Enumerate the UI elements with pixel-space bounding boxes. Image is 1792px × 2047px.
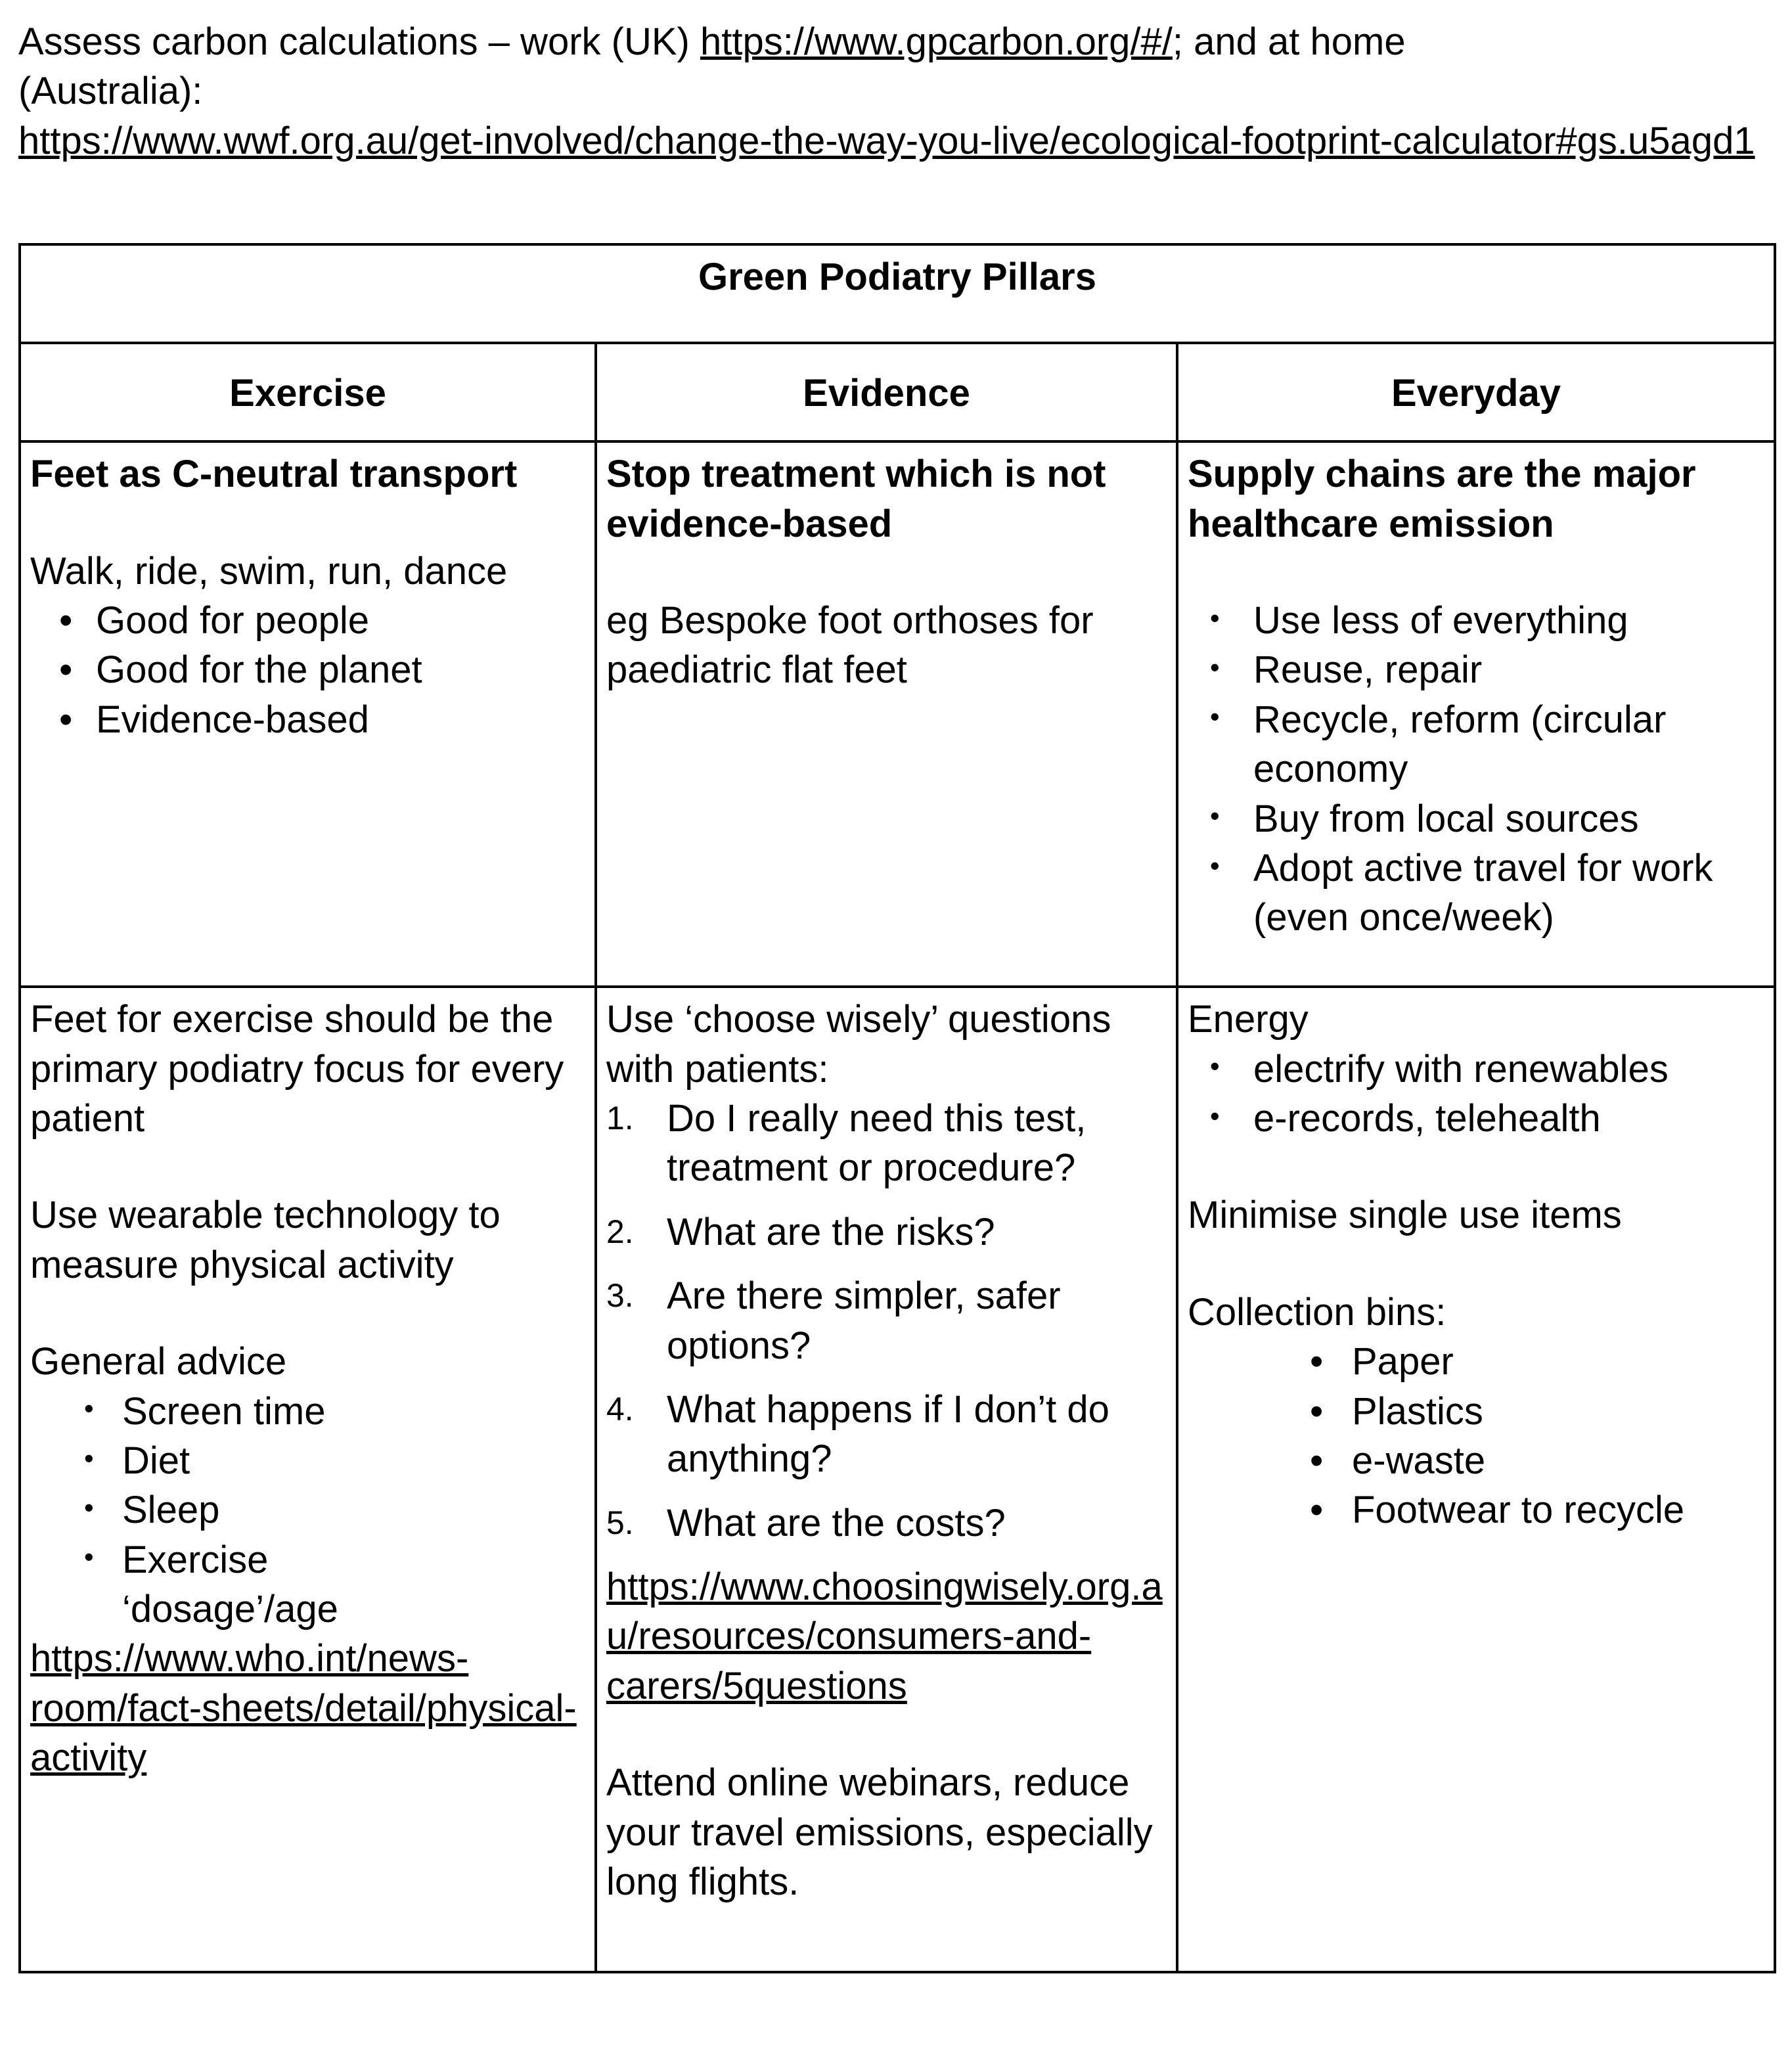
green-podiatry-pillars-table — [18, 243, 1776, 1973]
list-item: What are the costs? — [667, 1501, 1006, 1544]
choosing-wisely-link[interactable]: https://www.choosingwisely.org.au/resources/consumers-and-carers/5questions — [606, 1565, 1163, 1707]
general-advice-list — [30, 1387, 585, 1634]
list-item: Do I really need this test, treatment or procedure? — [667, 1096, 1086, 1190]
cell-everyday-detail — [1177, 987, 1775, 1972]
choose-wisely-intro: Use ‘choose wisely’ questions with patients: — [606, 998, 1111, 1091]
energy-label: Energy — [1188, 998, 1309, 1041]
intro-lead-text: Assess carbon calculations – work (UK) — [18, 20, 700, 63]
list-item: • Sleep — [30, 1485, 585, 1535]
exercise-intro-line: Walk, ride, swim, run, dance — [30, 549, 508, 593]
cell-everyday-summary — [1177, 441, 1775, 987]
column-header-row — [20, 343, 1775, 441]
single-use-text: Minimise single use items — [1188, 1194, 1622, 1237]
list-item: • Plastics — [1188, 1387, 1764, 1436]
list-item: • Paper — [1188, 1337, 1764, 1386]
list-item: • Evidence-based — [30, 695, 585, 744]
column-header-exercise: Exercise — [20, 343, 596, 441]
intro-line2-text: (Australia): — [18, 70, 203, 113]
table-title: Green Podiatry Pillars — [20, 244, 1775, 343]
list-item: What happens if I don’t do anything? — [667, 1387, 1109, 1481]
column-header-everyday: Everyday — [1177, 343, 1775, 441]
table-row-pillar-summary — [20, 441, 1775, 987]
list-item: • Buy from local sources — [1188, 794, 1764, 844]
evidence-heading: Stop treatment which is not evidence-based — [606, 453, 1106, 545]
list-item: • Reuse, repair — [1188, 645, 1764, 694]
exercise-heading: Feet as C-neutral transport — [30, 453, 518, 496]
list-item: • e-waste — [1188, 1436, 1764, 1485]
wwf-footprint-link[interactable]: https://www.wwf.org.au/get-involved/change-the-way-you-live/ecological-footprint-calculator#gs.u5agd1 — [18, 119, 1755, 162]
exercise-benefits-list — [30, 596, 585, 744]
webinars-text: Attend online webinars, reduce your travel emissions, especially long flights. — [606, 1761, 1153, 1904]
list-item: • Adopt active travel for work (even once/week) — [1188, 844, 1764, 943]
choose-wisely-questions-list — [606, 1094, 1167, 1548]
exercise-detail-para2: Use wearable technology to measure physical activity — [30, 1194, 501, 1286]
cell-exercise-summary — [20, 441, 596, 987]
intro-paragraph — [18, 17, 1774, 166]
column-header-evidence: Evidence — [596, 343, 1177, 441]
gpcarbon-link[interactable]: https://www.gpcarbon.org/#/ — [700, 20, 1173, 63]
exercise-detail-para1: Feet for exercise should be the primary podiatry focus for every patient — [30, 998, 564, 1140]
list-item: • e-records, telehealth — [1188, 1094, 1764, 1143]
table-title-row — [20, 244, 1775, 343]
exercise-general-advice-label: General advice — [30, 1340, 287, 1383]
collection-bins-list — [1188, 1337, 1764, 1535]
list-item: • Use less of everything — [1188, 596, 1764, 645]
list-item: • Good for people — [30, 596, 585, 645]
everyday-heading: Supply chains are the major healthcare emission — [1188, 453, 1696, 545]
table-row-pillar-detail — [20, 987, 1775, 1972]
document-page — [18, 17, 1774, 1973]
collection-bins-label: Collection bins: — [1188, 1290, 1446, 1334]
intro-after-text: ; and at home — [1172, 20, 1406, 63]
cell-exercise-detail — [20, 987, 596, 1972]
list-item: • Diet — [30, 1436, 585, 1485]
list-item: • Screen time — [30, 1387, 585, 1436]
list-item: • electrify with renewables — [1188, 1045, 1764, 1094]
list-item: • Footwear to recycle — [1188, 1485, 1764, 1535]
everyday-actions-list — [1188, 596, 1764, 943]
cell-evidence-detail — [596, 987, 1177, 1972]
list-item: • Recycle, reform (circular economy — [1188, 695, 1764, 794]
evidence-example-text: eg Bespoke foot orthoses for paediatric flat feet — [606, 598, 1094, 692]
list-item: What are the risks? — [667, 1210, 995, 1253]
who-physical-activity-link[interactable]: https://www.who.int/news-room/fact-sheets/detail/physical-activity — [30, 1637, 577, 1780]
cell-evidence-summary — [596, 441, 1177, 987]
energy-actions-list — [1188, 1045, 1764, 1144]
list-item: Are there simpler, safer options? — [667, 1274, 1061, 1367]
list-item: • Exercise ‘dosage’/age — [30, 1535, 332, 1634]
list-item: • Good for the planet — [30, 645, 585, 694]
